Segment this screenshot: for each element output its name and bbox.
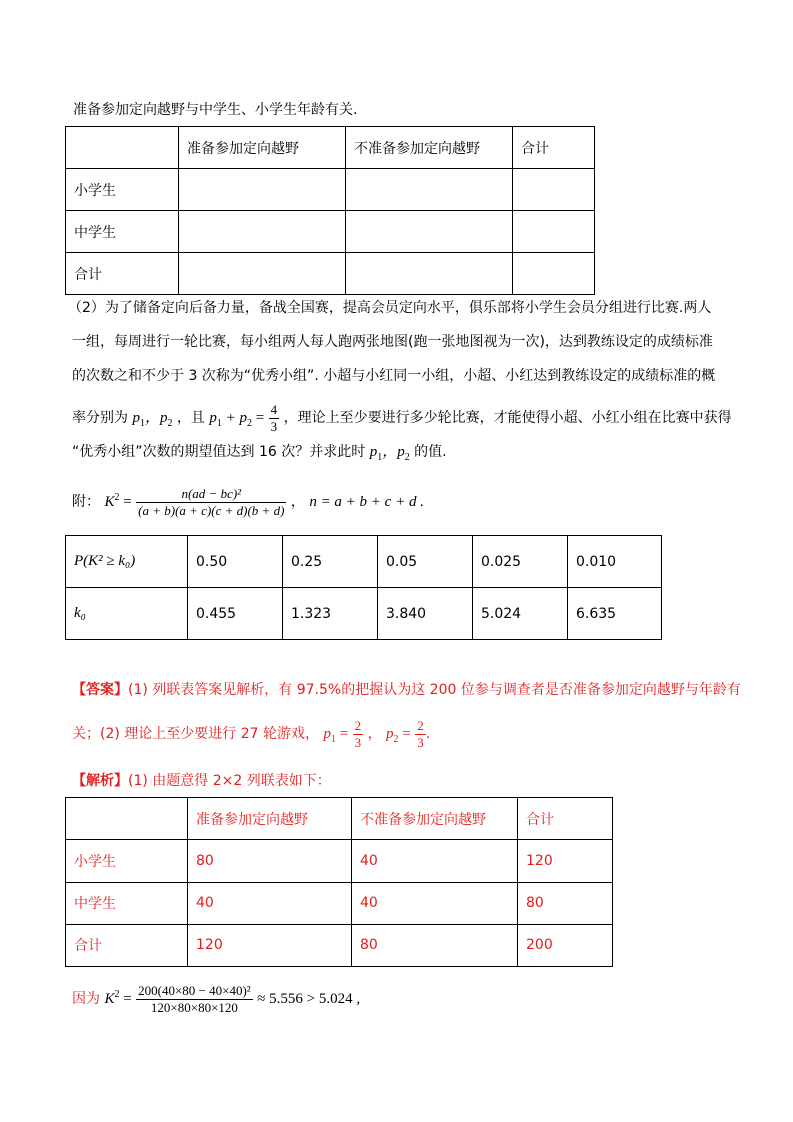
table-cell: 0.25 [283,536,378,588]
row-label: 小学生 [66,840,188,882]
k-squared-calculation [72,979,360,1023]
fraction-denominator: (a + b)(a + c)(c + d)(b + d) [138,502,285,518]
table-header-cell: 合计 [518,798,613,840]
answer-text: (1) 列联表答案见解析，有 97.5%的把握认为这 200 位参与调查者是否准备参加定向越野与年龄有 [128,682,741,698]
table-header-cell: 准备参加定向越野 [179,127,346,169]
question-2-line-1: （2）为了储备定向后备力量，备战全国赛，提高会员定向水平，俱乐部将小学生会员分组进行比赛.两人 [68,300,712,316]
table-cell: 6.635 [568,588,662,640]
table-cell: 0.50 [188,536,283,588]
table-cell [346,253,513,295]
answer-line-2: 关；(2) 理论上至少要进行 27 轮游戏， $p_1$ = $\frac{2}{3}$ ， $p_2$ = $\frac{2}{3}$ . [72,717,431,750]
calc-prefix: 因为 [72,991,100,1007]
analysis-text: (1) 由题意得 2×2 列联表如下： [128,773,331,789]
question-2-line-5 [72,442,447,462]
k-squared-value-fraction [136,983,253,1016]
text-fragment: ，理论上至少要进行多少轮比赛，才能使得小超、小红小组在比赛中获得 [283,410,732,426]
table-row [66,840,613,882]
p1-p2-symbols: $p_1$，$p_2$ [132,410,173,429]
table-cell [179,169,346,211]
fraction-numerator: 2 [417,717,424,733]
fraction-numerator: 200(40×80 − 40×40)² [138,982,251,998]
fraction-four-thirds [269,402,280,435]
table-row [66,536,662,588]
analysis-tag: 【解析】 [72,773,128,789]
table-cell: 200 [518,924,613,966]
question-2-line-4 [72,400,732,440]
table-cell [66,798,188,840]
fraction-numerator: n(ad − bc)² [136,486,286,503]
table-header-cell: 不准备参加定向越野 [346,127,513,169]
table-cell: 5.024 [473,588,568,640]
answer-line-1 [72,680,741,700]
text-fragment: ，且 [176,410,205,426]
table-cell: 40 [352,882,518,924]
table-cell [346,211,513,253]
table-cell [346,169,513,211]
table-cell [513,253,595,295]
table-header-cell: 合计 [513,127,595,169]
table-cell: 1.323 [283,588,378,640]
row-label: 中学生 [66,882,188,924]
table-cell [179,253,346,295]
table-cell: 120 [188,924,352,966]
answer-tag: 【答案】 [72,682,128,698]
table-header-row [66,798,613,840]
table-cell: 0.455 [188,588,283,640]
blank-contingency-table [65,126,595,295]
row-label: 中学生 [66,211,179,253]
n-definition: n = a + b + c + d . [309,494,424,510]
row-label: 小学生 [66,169,179,211]
fraction-numerator: 2 [354,717,362,733]
table-row [66,924,613,966]
text-fragment: 率分别为 [72,410,128,426]
appendix-label: 附： [72,494,100,510]
row-label: P(K² ≥ k₀) [66,536,188,588]
table-header-cell: 准备参加定向越野 [188,798,352,840]
table-cell: 80 [352,924,518,966]
table-row [66,253,595,295]
appendix-formula: 附： $K^2$ = $\frac{\text{n(ad − bc)²}}{(a + b)(a + c)(c + d)(b + d)}$ ， n = a + b + c + d . [72,485,424,518]
answer-text: 关；(2) 理论上至少要进行 27 轮游戏， [72,726,319,742]
p1-p2-symbols: $p_1$，$p_2$ [369,444,410,463]
fraction-denominator: 3 [354,734,362,750]
intro-line: 准备参加定向越野与中学生、小学生年龄有关. [73,102,358,118]
row-label: 合计 [66,253,179,295]
table-header-row [66,127,595,169]
fraction-denominator: 3 [417,734,424,750]
table-row [66,211,595,253]
table-cell [66,127,179,169]
row-label: k₀ [66,588,188,640]
table-row [66,882,613,924]
table-cell: 3.840 [378,588,473,640]
row-label: 合计 [66,924,188,966]
table-cell: 40 [188,882,352,924]
table-cell: 40 [352,840,518,882]
table-cell: 0.025 [473,536,568,588]
sum-equation: $p_1 + p_2$ = [209,410,265,429]
table-header-cell: 不准备参加定向越野 [352,798,518,840]
fraction-denominator: 3 [270,418,278,434]
k-squared-symbol: $K^2$ = [104,492,132,510]
p1-equals: $p_1$ = [323,726,349,745]
table-cell [513,211,595,253]
table-cell: 0.05 [378,536,473,588]
table-row [66,588,662,640]
filled-contingency-table [65,797,613,967]
table-cell: 80 [518,882,613,924]
fraction-numerator: 4 [270,401,278,417]
k-squared-symbol: $K^2$ = [104,989,132,1007]
k-squared-fraction [136,486,286,519]
fraction-denominator: 120×80×80×120 [150,999,238,1015]
text-fragment: “优秀小组”次数的期望值达到 16 次？并求此时 [72,444,366,460]
calc-result: ≈ 5.556 > 5.024 , [257,991,361,1007]
table-cell: 120 [518,840,613,882]
question-2-line-3: 的次数之和不少于 3 次称为“优秀小组”. 小超与小红同一小组，小超、小红达到教练设定的成绩标准的概 [72,368,716,384]
critical-value-table [65,535,662,640]
fraction-two-thirds [353,718,364,751]
table-row [66,169,595,211]
table-cell [513,169,595,211]
analysis-line [72,771,331,791]
question-2-line-2: 一组，每周进行一轮比赛，每小组两人每人跑两张地图(跑一张地图视为一次)，达到教练设定的成绩标准 [72,334,713,350]
table-cell [179,211,346,253]
table-cell: 0.010 [568,536,662,588]
fraction-two-thirds [415,718,426,751]
table-cell: 80 [188,840,352,882]
p2-equals: $p_2$ = [386,726,411,745]
text-fragment: 的值. [414,444,447,460]
